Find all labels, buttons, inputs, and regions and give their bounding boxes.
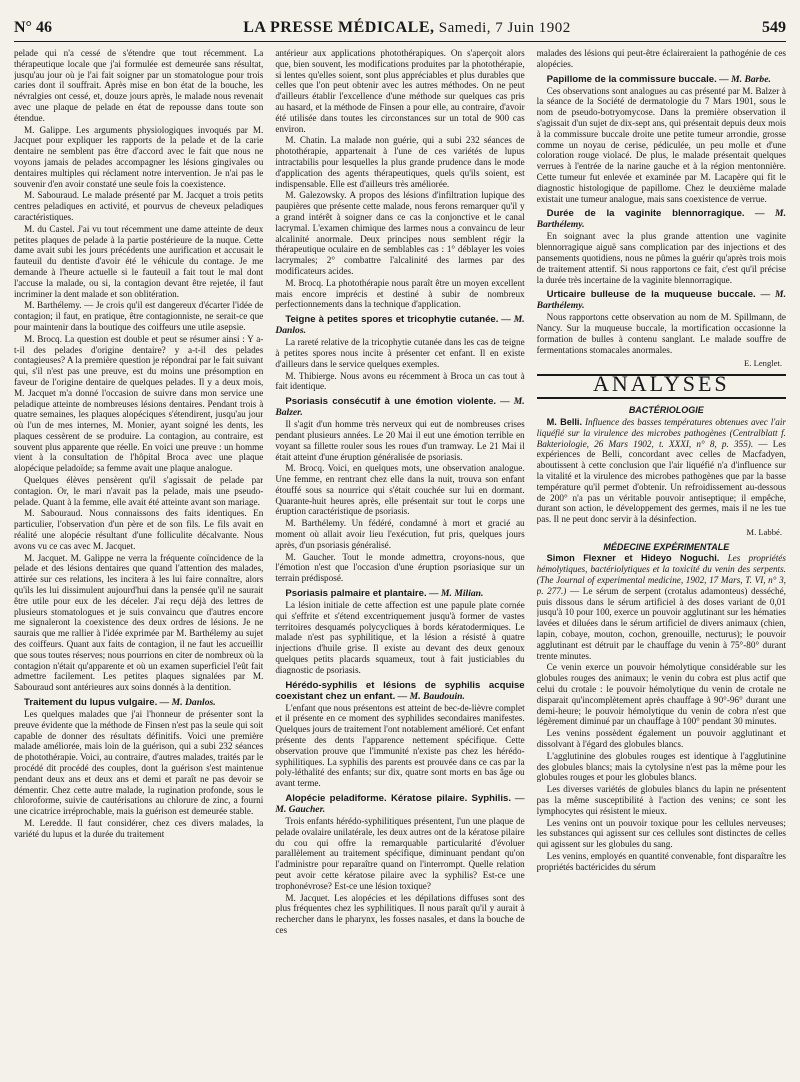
paragraph: M. Chatin. La malade non guérie, qui a subi 232 séances de photothérapie, appartenait à l'une de ces variétés de lupus intractabilis pour lesquelles la plus grande prudence dans le mode d'application des agents thérapeutiques, quels qu'ils soient, est indispensable. Elle est d'ailleurs très améliorée. — [275, 135, 525, 189]
paragraph: Les venins, employés en quantité convenable, font disparaître les propriétés bactéricides du sérum — [536, 851, 786, 872]
paragraph: M. Brocq. La photothérapie nous paraît être un moyen excellent mais encore imprécis et destiné à subir de nombreux perfectionnements dans la technique d'application. — [275, 277, 525, 310]
paragraph: En soignant avec la plus grande attention une vaginite blennorragique aiguë sans complication par des injections et des pansements quotidiens, nous ne pûmes la guérir qu'après trois mois de traitement attentif. Si nous rapportons ce fait, c'est qu'il précise la durée très incertaine de la vaginite blennorragique. — [536, 231, 786, 285]
paragraph: M. Barthélemy. Un fédéré, condamné à mort et gracié au moment où allait avoir lieu l'exécution, fut pris, quelques jours après, d'un psoriasis généralisé. — [275, 518, 525, 550]
paragraph: antérieur aux applications photothérapiques. On s'aperçoit alors que, bien souvent, les modifications produites par la photothérapie, si lentes qu'elles soient, sont plus appréciables et plus durables que celles que l'on peut obtenir avec les autres méthodes. On ne peut d'ailleurs établir l'excellence d'une méthode sur quelques cas pris au hasard, et la méthode de Finsen a pour elle, au contraire, d'avoir été utilisée dans toutes les circonstances sur un total de 900 cas environ. — [275, 48, 525, 134]
paragraph: M. Jacquet. Les alopécies et les dépilations diffuses sont des plus fréquentes chez les syphilitiques. Il nous paraît qu'il y aurait à rechercher dans le pharynx, les fosses nasales, et dans la bouche de ces — [275, 892, 525, 935]
paragraph: M. Brocq. La question est double et peut se résumer ainsi : Y a-t-il des pelades d'origine dentaire? y a-t-il des pelades contagieuses? A la première question je répondrai par le fait suivant qui, s'il n'est pas une preuve, est du moins une présomption en faveur de l'origine dentaire de quelques pelades. Il y a deux mois, M. Jacquet m'a donné l'occasion de suivre dans mon service une peladique atteinte de nombreuses lésions dentaires. Pendant trois à quatre semaines, les plaques alopéciques s'étendirent, jusqu'au jour où l'un de mes internes, M. Monier, ayant soigné les dents, les plaques cessèrent de se produire. La contagion, au contraire, est souvent plus apparente que réelle. En voici une preuve : un homme vient à la consultation de l'hôpital Broca avec une plaque alopécique peladoïde; sa femme avait une plaque analogue. — [14, 333, 264, 474]
section-heading — [14, 697, 263, 708]
paragraph: M. Leredde. Il faut considérer, chez ces divers malades, la variété du lupus et la durée du traitement — [14, 817, 264, 839]
subsection-title: MÉDECINE EXPÉRIMENTALE — [603, 541, 730, 552]
paragraph: M. Sabouraud. Nous connaissons des faits identiques. En particulier, l'observation d'un père et de son fils. Le fils avait en réalité une alopécie résultant d'une folliculite décalvante. Nous avons vu ce cas avec M. Jacquet. — [14, 508, 264, 551]
abstract-author: Simon Flexner et Hideyo Noguchi. — [546, 553, 720, 564]
paragraph: L'agglutinine des globules rouges est identique à l'agglutinine des globules blancs; mais la cytolysine n'est pas la même pour les globules rouges et pour les globules blancs. — [536, 750, 786, 783]
heading-title: Hérédo-syphilis et lésions de syphilis acquise coexistant chez un enfant. — [275, 679, 525, 702]
heading-title: Durée de la vaginite blennorragique. — [546, 208, 745, 220]
paragraph: M. Thibierge. Nous avons eu récemment à Broca un cas tout à fait identique. — [275, 370, 525, 392]
heading-author: — M. Barthélemy. — [536, 208, 786, 231]
abstract-title: Les propriétés hémolytiques, bactériolytiques et la toxicité du venin des serpents. (The Journal of experimental medicine, 1902, 17 Mars, T. VI, n° 3, p. 277.) — [536, 553, 786, 596]
paragraph: Nous rapportons cette observation au nom de M. Spillmann, de Nancy. Sur la muqueuse buccale, la mortification occasionne la formation de bulles à contenu sanglant. Le malade souffre de fermentations stomacales anormales. — [536, 312, 786, 355]
paragraph: Trois enfants hérédo-syphilitiques présentent, l'un une plaque de pelade ovalaire unilatérale, les deux autres ont de la kératose pilaire du cou qui offre la remarquable particularité d'évoluer parallèlement au traitement spécifique, diminuant pendant qu'on l'administre pour reparaître quand on l'interrompt. Quelle relation peut avoir cette kératose pilaire avec la syphilis? Est-ce une trophonévrose? Est-ce une lésion toxique? — [275, 816, 525, 891]
subsection-title: BACTÉRIOLOGIE — [628, 405, 704, 416]
abstract-paragraph — [537, 417, 786, 525]
section-heading — [537, 74, 786, 85]
section-banner-title: ANALYSES — [592, 371, 730, 397]
paragraph: M. Jacquet. M. Galippe ne verra la fréquente coïncidence de la pelade et des lésions dentaires que quand l'attention des malades, attirée sur ces relations, les incitera à les lui faire connaître, alors qu'ils les lui dissimulent aujourd'hui dans la pensée qu'il ne saurait être utile pour eux de les déceler. J'ai reçu déjà des lettres de plusieurs stomatologues et je suis convaincu que d'autres encore me signaleront la coexistence des deux ordres de lésions. Je ne saurais que me rallier à l'idée exprimée par M. Barthélemy au sujet des coiffeurs. Quant aux faits de contagion, il ne faut les accueillir que sous toutes réserves; nous pourrions en citer de nombreux où la contagion n'était qu'apparente et où un examen superficiel l'eût fait admettre facilement. Les petites plaques signalées par M. Sabouraud sont antérieures aux soins donnés à la dentition. — [14, 552, 264, 693]
paragraph: Quelques élèves pensèrent qu'il s'agissait de pelade par contagion. Or, le mari n'avait pas la pelade, mais une pseudo-pelade. Quant à la femme, elle avait été atteinte avant son mariage. — [14, 475, 264, 507]
heading-author: — M. Balzer. — [275, 396, 525, 419]
heading-author: — M. Barthélemy. — [536, 289, 786, 312]
paragraph: M. Brocq. Voici, en quelques mots, une observation analogue. Une femme, en rentrant chez elle dans la nuit, trouva son enfant étouffé sous sa nourrice qui s'était couchée sur lui en dormant. Quarante-huit heures après, elle présentait sur tout le corps une éruption caractéristique de psoriasis. — [275, 463, 525, 517]
journal-title — [243, 19, 571, 37]
heading-author: — M. Danlos. — [275, 314, 525, 337]
author-signature: E. Lenglet. — [744, 357, 782, 368]
paragraph: malades des lésions qui peut-être éclaireraient la pathogénie de ces alopécies. — [536, 48, 786, 69]
author-signature: M. Labbé. — [746, 526, 782, 537]
paragraph: Ces observations sont analogues au cas présenté par M. Balzer à la séance de la Société de dermatologie du 7 Mars 1901, sous le nom de pseudo-botryomycose. Dans la première observation il s'agissait d'un sujet de dix-sept ans, qui présentait depuis deux mois à la commissure buccale droite une petite tumeur arrondie, grosse comme un noyau de cerise, pédiculée, un peu molle et d'une coloration rouge violacé. De plus, le malade présentait quelques verrues à l'entrée de la narine gauche et à la région mentonnière. Cette tumeur fut enlevée et examinée par M. Lacapère qui fit le diagnostic histologique de papillome. Chez le deuxième malade existait une tumeur analogue, mais sans coexistence de verrue. — [536, 85, 786, 204]
paragraph: L'enfant que nous présentons est atteint de bec-de-lièvre complet et il présente en ce moment des syphilides secondaires manifestes. Quelques jours de traitement l'ont notablement amélioré. Cet enfant présente des dents l'apparence nettement spécifique. Cette observation prouve que l'immunité n'existe pas chez les hérédo-syphilitiques. La syphilis des parents est prouvée dans ce cas par la poly-léthalité des enfants; sur dix, quatre sont morts en bas âge ou avant terme. — [275, 702, 525, 789]
section-heading — [275, 793, 524, 815]
page-number: 549 — [762, 18, 786, 36]
heading-title: Psoriasis consécutif à une émotion violente. — [285, 396, 497, 408]
article-columns — [14, 48, 786, 1074]
abstract-paragraph — [537, 553, 786, 661]
paragraph: M. du Castel. J'ai vu tout récemment une dame atteinte de deux petites plaques de pelade à la partie postérieure de la nuque. Cette dame avait subi les jours précédents une aurification et accusait le fauteuil du dentiste d'avoir été le véhicule du contage. Je me demande à l'heure actuelle si le fauteuil a fait tout le mal dont l'accuse la malade, ou si, la contagion devant être rejetée, il faut incriminer la dent malade et son oblitération. — [14, 223, 264, 299]
section-banner — [537, 371, 786, 399]
heading-author: — M. Baudouin. — [395, 690, 465, 702]
heading-author: — M. Danlos. — [157, 697, 216, 709]
column-1 — [14, 48, 263, 1074]
heading-author: — M. Barbe. — [716, 73, 771, 85]
paragraph: M. Sabouraud. Le malade présenté par M. Jacquet a trois petits centres peladiques en activité, et pourvus de cheveux peladiques caractéristiques. — [14, 190, 264, 222]
column-2 — [275, 48, 524, 1074]
heading-author: — M. Milian. — [426, 588, 484, 600]
paragraph: Les venins possèdent également un pouvoir agglutinant et dissolvant à l'égard des globules blancs. — [536, 728, 786, 750]
paragraph: M. Galippe. Les arguments physiologiques invoqués par M. Jacquet pour expliquer les rapports de la pelade et de la carie dentaire ne semblent pas être d'accord avec le fait que nous ne voyons jamais de pelades accompagner les lésions gingivales ou dentaires multiples qui réclament notre intervention. Je n'ai pas le souvenir d'en avoir constaté une seule fois la coexistence. — [14, 124, 264, 189]
abstract-author: M. Belli. — [546, 416, 583, 427]
section-heading — [275, 396, 524, 418]
heading-title: Urticaire bulleuse de la muqueuse buccale. — [546, 289, 756, 301]
heading-title: Alopécie peladiforme. Kératose pilaire. Syphilis. — [285, 793, 512, 805]
abstract-body: — Le sérum de serpent (crotalus adamonteus) desséché, puis dissous dans le sérum artificiel à des doses variant de 0,01 jusqu'à 10 pour 100, exerce un pouvoir agglutinant sur les hématies lavées et diluées dans le sérum artificiel de divers animaux (chien, lapin, cobaye, mouton, cochon, grenouille, necturus); le pouvoir agglutinant est détruit par le chauffage du venin à 75°-80° durant trente minutes. — [536, 585, 786, 661]
heading-author: — M. Gaucher. — [275, 793, 525, 816]
section-heading — [275, 588, 524, 599]
heading-title: Teigne à petites spores et tricophytie cutanée. — [285, 314, 499, 326]
heading-title: Psoriasis palmaire et plantaire. — [285, 588, 427, 600]
paragraph: M. Barthélemy. — Je crois qu'il est dangereux d'écarter l'idée de contagion; il faut, en pratique, être contagionniste, ne serait-ce que pour maintenir dans la boutique des coiffeurs une utile asepsie. — [14, 300, 264, 332]
paragraph: M. Galezowsky. A propos des lésions d'infiltration lupique des paupières que présente cette malade, nous ferons remarquer qu'il y a grand intérêt à soigner dans ce cas la conjonctive et le canal lacrymal. L'examen chimique des larmes nous a convaincu de leur alcalinité anormale. Deux principes nous semblent régir la thérapeutique oculaire en de semblables cas : 1° déblayer les voies lacrymales; 2° combattre l'alcalinité des larmes par des modificateurs acides. — [275, 190, 525, 276]
section-heading — [537, 289, 786, 311]
column-3 — [537, 48, 786, 1074]
paragraph: La lésion initiale de cette affection est une papule plate cornée qui s'effrite et s'étend excentriquement jusqu'à former de vastes territoires desquamés polycycliques à bords kératodermiques. Le malade n'est pas syphilitique, et la lésion a résisté à quatre injections d'huile grise. Il existe au devant des deux genoux quelques petits placards squameux, tout à fait justiciables du diagnostic de psoriasis. — [275, 600, 525, 675]
section-heading — [275, 314, 524, 336]
paragraph: pelade qui n'a cessé de s'étendre que tout récemment. La thérapeutique locale que j'ai formulée est demeurée sans résultat, jusqu'au jour où je l'ai fait soigner par un stomatologue pour trois caries dont il souffrait. Après mise en bon état de la bouche, les névralgies ont cessé, et, douze jours après, le malade nous revenait avec une plaque de pelade en état de repousse dans toute son étendue. — [14, 48, 264, 123]
section-heading — [537, 208, 786, 230]
paragraph: Ce venin exerce un pouvoir hémolytique considérable sur les globules rouges des animaux; le venin du cobra est plus actif que celui du crotale : le pouvoir hémolytique du venin de crotale ne disparait qu'incomplètement après chauffage à 90°-96° durant une demi-heure; le pouvoir hémolytique du venin de cobra n'est que légèrement diminué par un chauffage à 100° pendant 30 minutes. — [536, 662, 786, 727]
paragraph: Il s'agit d'un homme très nerveux qui eut de nombreuses crises pendant plusieurs années. Le 20 Mai il eut une émotion terrible en voyant sa fillette rouler sous les roues d'un tramway. Le 21 Mai il était atteint d'une éruption généralisée de psoriasis. — [275, 419, 525, 462]
paragraph: Les diverses variétés de globules blancs du lapin ne présentent pas la même susceptibilité à l'action des venins; ce sont les lymphocytes qui résistent le mieux. — [536, 784, 786, 816]
journal-name: LA PRESSE MÉDICALE, — [243, 18, 435, 36]
issue-date: Samedi, 7 Juin 1902 — [434, 19, 571, 36]
paragraph: Les venins ont un pouvoir toxique pour les cellules nerveuses; les substances qui agissent sur ces cellules sont distinctes de celles qui agissent sur les globules du sang. — [536, 817, 786, 850]
heading-title: Papillome de la commissure buccale. — [546, 73, 717, 85]
abstract-body: — Les expériences de Belli, concordant avec celles de Macfadyen, aboutissent à cette conclusion que l'air liquéfié n'a d'influence sur la vitalité et la virulence des microbes pathogènes que par la basse température qu'il permet d'obtenir. Un refroidissement au-dessous de 200° n'a pas un véritable pouvoir antiseptique; il empêche, durant son action, le développement des germes, mais il ne les tue pas. Il ne peut donc servir à la désinfection. — [536, 438, 786, 525]
paragraph: La rareté relative de la tricophytie cutanée dans les cas de teigne à petites spores nous incite à présenter cet enfant. Il en existe d'ailleurs dans le service quelques exemples. — [275, 337, 525, 369]
paragraph: Les quelques malades que j'ai l'honneur de présenter sont la preuve évidente que la méthode de Finsen n'est pas la seule qui soit capable de donner des résultats définitifs. Voici une première malade améliorée, mais loin de la guérison, qui a subi 232 séances de photothérapie. Voici, au contraire, d'autres malades, traités par le procédé dit procédé des couples, dont la guérison s'est maintenue pendant deux ans et deux ans et demi et paraît ne pas devoir se démentir. Chez cette autre malade, la rugination profonde, sous le chloroforme, suivie de cautérisations au chlorure de zinc, a fourni une cicatrice irréprochable, mais la guérison est demeurée stable. — [14, 709, 264, 817]
issue-number: N° 46 — [14, 18, 52, 36]
section-heading — [275, 680, 524, 702]
abstract-title: Influence des basses températures obtenues avec l'air liquéfié sur la virulence des microbes pathogènes (Centralblatt f. Bakteriologie, 26 Mars 1902, t. XXXI, n° 8, p. 355). — [536, 416, 786, 449]
page-header — [14, 14, 786, 42]
heading-title: Traitement du lupus vulgaire. — [24, 697, 158, 709]
paragraph: M. Gaucher. Tout le monde admettra, croyons-nous, que l'émotion n'est que l'occasion d'une éruption psoriasique sur un terrain prédisposé. — [275, 551, 525, 584]
